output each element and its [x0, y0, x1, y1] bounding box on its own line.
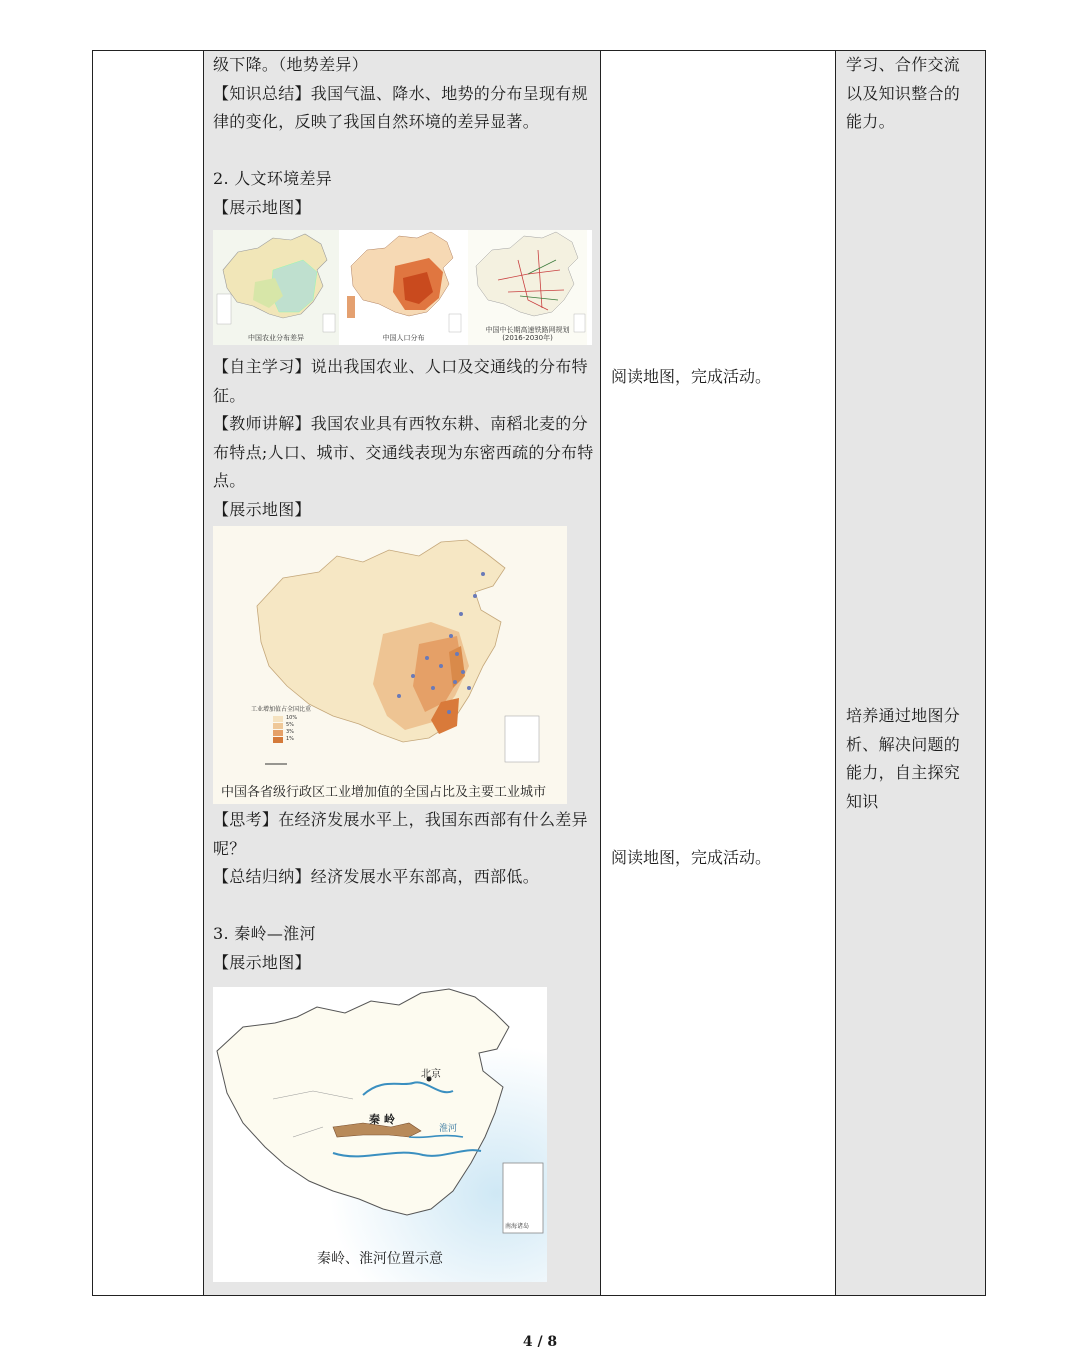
text-line: 【思考】在经济发展水平上，我国东西部有什么差异 — [213, 810, 588, 829]
population-map — [343, 230, 464, 345]
text-line: 【教师讲解】我国农业具有西牧东耕、南稻北麦的分 — [213, 414, 588, 433]
show-map-label: 【展示地图】 — [213, 499, 311, 519]
map-caption: 秦岭、淮河位置示意 — [317, 1251, 443, 1267]
text-line: 【知识总结】我国气温、降水、地势的分布呈现有规 — [213, 83, 588, 103]
student-activity-text: 阅读地图，完成活动。 — [611, 848, 772, 867]
railway-map — [468, 230, 587, 345]
text-line: 布特点;人口、城市、交通线表现为东密西疏的分布特 — [213, 442, 594, 462]
design-intent-text: 学习、合作交流以及知识整合的能力。 — [846, 55, 961, 131]
label-qinling: 秦 岭 — [369, 1113, 395, 1126]
map-caption-years: (2016-2030年) — [502, 334, 553, 342]
column-stage — [93, 51, 204, 1295]
agriculture-map — [213, 230, 339, 345]
legend-item: 5% — [286, 722, 294, 728]
column-student-activity — [601, 51, 836, 1295]
section-title-human-env: 2. 人文环境差异 — [213, 169, 333, 188]
show-map-label: 【展示地图】 — [213, 952, 311, 972]
qinling-huaihe-map — [213, 987, 547, 1282]
map-caption: 中国人口分布 — [382, 334, 425, 342]
column-design-intent — [836, 51, 985, 1295]
legend-item: 10% — [286, 715, 298, 721]
show-map-label: 【展示地图】 — [213, 197, 311, 217]
section-title-qinling-huaihe: 3. 秦岭—淮河 — [213, 924, 316, 943]
page-number: 4 / 8 — [522, 1334, 558, 1350]
text-line: 点。 — [213, 471, 246, 490]
industry-map — [213, 526, 567, 804]
student-activity-text: 阅读地图，完成活动。 — [611, 367, 772, 386]
text-line: 呢？ — [213, 838, 246, 858]
column-teacher-activity — [204, 51, 601, 1295]
design-intent-text: 培养通过地图分析、解决问题的能力，自主探究知识 — [846, 706, 961, 811]
three-map-figure — [213, 230, 592, 345]
legend-title: 工业增加值占全国比重 — [251, 706, 312, 713]
teacher-activity-content — [213, 51, 592, 1282]
label-beijing: 北京 — [421, 1069, 441, 1080]
map-caption: 中国农业分布差异 — [248, 334, 304, 342]
text-line: 律的变化，反映了我国自然环境的差异显著。 — [213, 112, 540, 131]
label-nanhai: 南海诸岛 — [505, 1223, 530, 1230]
text-line: 级下降。（地势差异） — [213, 55, 369, 74]
legend-item: 1% — [286, 736, 294, 742]
legend-items — [286, 715, 297, 743]
label-huaihe: 淮河 — [439, 1124, 458, 1134]
text-line: 征。 — [213, 385, 246, 405]
legend-item: 3% — [286, 729, 294, 735]
lesson-table — [92, 50, 986, 1296]
map-caption: 中国中长期高速铁路网规划 — [485, 326, 570, 334]
map-caption: 中国各省级行政区工业增加值的全国占比及主要工业城市 — [221, 785, 547, 800]
text-line: 【自主学习】说出我国农业、人口及交通线的分布特 — [213, 357, 588, 376]
text-line: 【总结归纳】经济发展水平东部高，西部低。 — [213, 867, 540, 886]
